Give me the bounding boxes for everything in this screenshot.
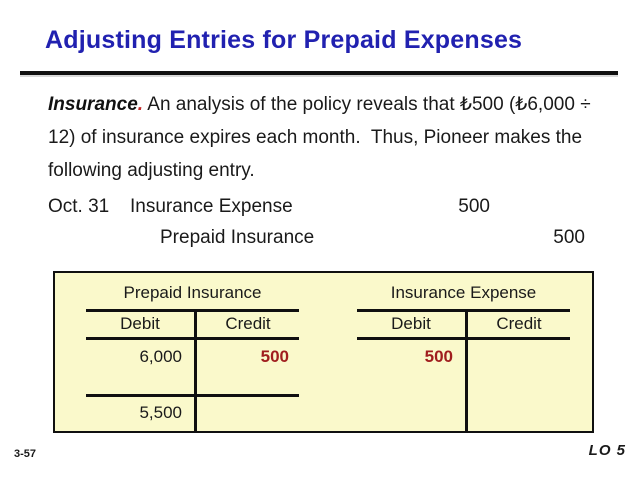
slide-number: 3-57 bbox=[14, 448, 37, 460]
learning-objective-label: LO 5 bbox=[588, 442, 626, 459]
t-account-divider bbox=[465, 309, 468, 432]
debit-entry-value: 6,000 bbox=[139, 347, 182, 366]
paragraph-line-3: following adjusting entry. bbox=[48, 160, 255, 181]
paragraph-line-1 bbox=[48, 88, 608, 121]
paragraph-line-2: 12) of insurance expires each month. Thus, Pioneer makes the bbox=[48, 127, 583, 148]
t-account-prepaid-insurance bbox=[86, 281, 299, 433]
t-account-header-rule bbox=[86, 337, 299, 340]
t-account-title: Prepaid Insurance bbox=[123, 283, 262, 302]
body-paragraph bbox=[48, 88, 608, 187]
credit-column-header: Credit bbox=[225, 314, 271, 333]
journal-credit-amount: 500 bbox=[553, 227, 585, 248]
t-account-insurance-expense bbox=[357, 281, 570, 433]
insurance-lead-word: Insurance bbox=[48, 94, 138, 115]
t-accounts-panel bbox=[53, 271, 594, 433]
journal-debit-account: Insurance Expense bbox=[130, 196, 293, 217]
journal-date: Oct. 31 bbox=[48, 196, 110, 217]
debit-entry-value: 500 bbox=[424, 347, 453, 366]
balance-rule bbox=[86, 394, 299, 397]
t-account-header-rule bbox=[357, 337, 570, 340]
journal-debit-amount: 500 bbox=[458, 196, 490, 217]
debit-column-header: Debit bbox=[120, 314, 160, 333]
journal-credit-account: Prepaid Insurance bbox=[160, 227, 315, 248]
paragraph-line-1-text: An analysis of the policy reveals that ₺500 (₺6,000 ÷ bbox=[143, 94, 591, 115]
t-account-divider bbox=[194, 309, 197, 432]
balance-value: 5,500 bbox=[139, 403, 182, 422]
slide-title: Adjusting Entries for Prepaid Expenses bbox=[45, 26, 523, 54]
insurance-lead-period: . bbox=[137, 94, 144, 115]
credit-column-header: Credit bbox=[496, 314, 542, 333]
debit-column-header: Debit bbox=[391, 314, 431, 333]
t-account-title: Insurance Expense bbox=[390, 283, 537, 302]
credit-entry-value: 500 bbox=[260, 347, 289, 366]
title-divider bbox=[20, 71, 618, 75]
